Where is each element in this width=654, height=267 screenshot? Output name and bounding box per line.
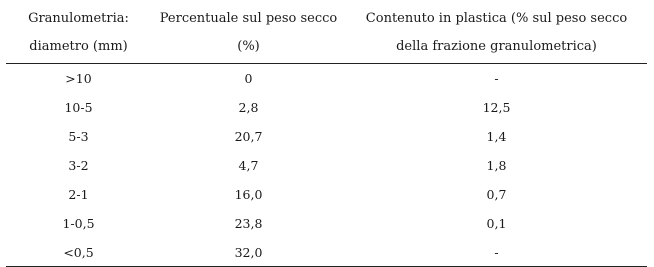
granulometry-table <box>6 0 647 267</box>
cell-diameter: 1-0,5 <box>62 216 95 231</box>
table-row <box>6 151 647 180</box>
cell-plastic-content: 1,4 <box>486 129 507 144</box>
cell-diameter: >10 <box>65 71 92 86</box>
cell-percentage: 23,8 <box>234 216 263 231</box>
cell-plastic-content: 0,1 <box>486 216 507 231</box>
cell-diameter: <0,5 <box>6 238 151 267</box>
table-row <box>6 64 647 94</box>
cell-plastic-content: 0,7 <box>486 187 507 202</box>
table-row <box>6 238 647 267</box>
header-percentage-line2: (%) <box>151 36 346 64</box>
cell-plastic-content: 1,8 <box>486 158 507 173</box>
cell-diameter: 2-1 <box>68 187 89 202</box>
cell-percentage: 32,0 <box>151 238 346 267</box>
header-plastic-content-line1: Contenuto in plastica (% sul peso secco <box>365 10 628 26</box>
cell-percentage: 2,8 <box>238 100 259 115</box>
table-header <box>6 0 647 64</box>
header-granulometry-line2: diametro (mm) <box>6 36 151 64</box>
cell-percentage: 16,0 <box>234 187 263 202</box>
cell-percentage: 4,7 <box>238 158 259 173</box>
table-body <box>6 64 647 267</box>
header-percentage-line1: Percentuale sul peso secco <box>159 10 338 26</box>
header-granulometry-line1: Granulometria: <box>28 10 129 26</box>
cell-percentage: 20,7 <box>234 129 263 144</box>
table-row <box>6 122 647 151</box>
cell-plastic-content: 12,5 <box>482 100 511 115</box>
cell-plastic-content: - <box>346 238 647 267</box>
table-row <box>6 93 647 122</box>
cell-plastic-content: - <box>494 71 499 86</box>
cell-percentage: 0 <box>244 71 253 86</box>
header-plastic-content-line2: della frazione granulometrica) <box>346 36 647 64</box>
cell-diameter: 5-3 <box>68 129 89 144</box>
table-row <box>6 180 647 209</box>
table-row <box>6 209 647 238</box>
cell-diameter: 3-2 <box>68 158 89 173</box>
cell-diameter: 10-5 <box>64 100 93 115</box>
